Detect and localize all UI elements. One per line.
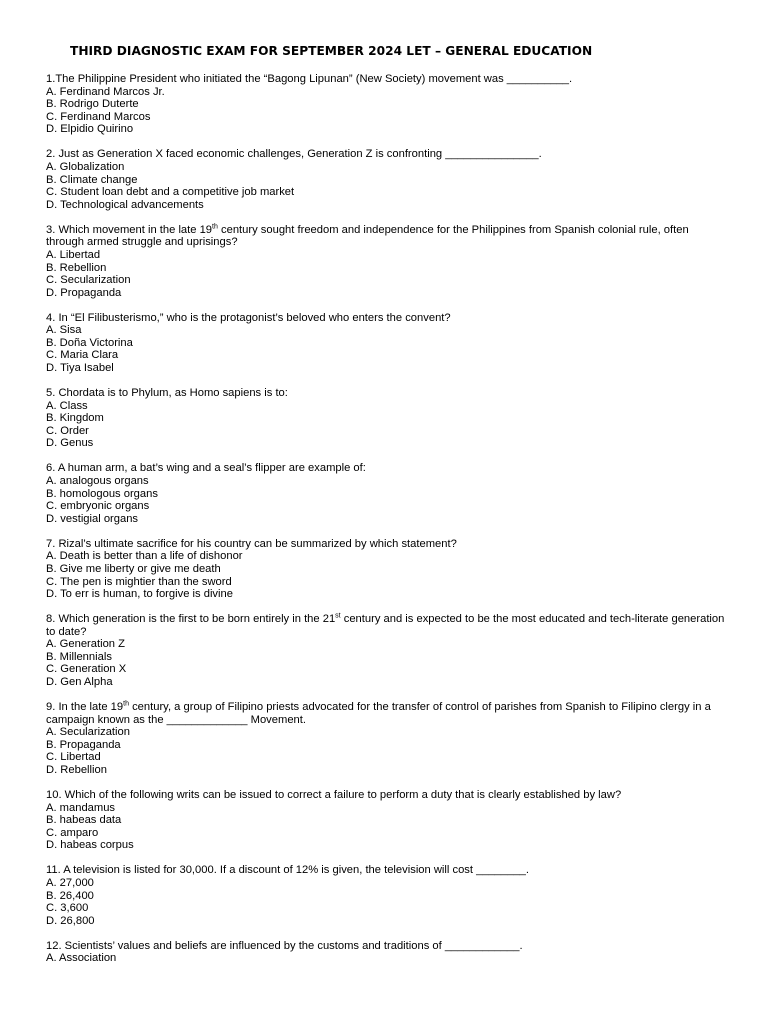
question-text	[46, 224, 726, 249]
question-text-segment: 2. Just as Generation X faced economic challenges, Generation Z is confronting _______________.	[46, 148, 542, 161]
answer-option: D. Technological advancements	[46, 198, 204, 211]
answer-option: C. Libertad	[46, 751, 101, 764]
answer-option: D. To err is human, to forgive is divine	[46, 588, 233, 601]
answer-option: A. Secularization	[46, 726, 130, 739]
answer-option: A. Death is better than a life of dishonor	[46, 550, 243, 563]
answer-option: A. Globalization	[46, 160, 125, 173]
answer-option: C. Secularization	[46, 274, 131, 287]
answer-option: A. Libertad	[46, 248, 101, 261]
answer-option: B. Kingdom	[46, 412, 104, 425]
answer-option: C. Ferdinand Marcos	[46, 110, 151, 123]
question-text-segment: 7. Rizal’s ultimate sacrifice for his country can be summarized by which statement?	[46, 537, 457, 550]
question-text-segment: 10. Which of the following writs can be issued to correct a failure to perform a duty that is clearly established by law?	[46, 789, 622, 802]
answer-option: A. Class	[46, 399, 88, 412]
answer-option: D. Rebellion	[46, 764, 107, 777]
question-text-segment: 3. Which movement in the late 19	[46, 223, 213, 236]
question-text-segment: 4. In “El Filibusterismo,” who is the protagonist’s beloved who enters the convent?	[46, 311, 451, 324]
question-9	[46, 701, 726, 777]
answer-option: D. Propaganda	[46, 286, 122, 299]
answer-option: C. Maria Clara	[46, 349, 119, 362]
question-10	[46, 789, 726, 852]
answer-option: A. Sisa	[46, 324, 82, 337]
answer-option: D. habeas corpus	[46, 839, 134, 852]
question-4	[46, 312, 726, 375]
question-text	[46, 940, 726, 953]
question-text-segment: century sought freedom and independence for the Philippines from Spanish colonial rule, often through armed struggle and uprisings?	[46, 223, 689, 249]
question-text-segment: 12. Scientists’ values and beliefs are influenced by the customs and traditions of ____________.	[46, 939, 523, 952]
answer-option: B. Propaganda	[46, 738, 121, 751]
question-text-segment: 8. Which generation is the first to be born entirely in the 21	[46, 613, 336, 626]
exam-title: THIRD DIAGNOSTIC EXAM FOR SEPTEMBER 2024 LET – GENERAL EDUCATION	[70, 44, 593, 58]
question-text	[46, 312, 726, 325]
answer-option: D. vestigial organs	[46, 512, 139, 525]
answer-option: C. 3,600	[46, 902, 89, 915]
answer-option: B. Millennials	[46, 650, 112, 663]
ordinal-suffix: st	[335, 612, 341, 620]
question-1	[46, 73, 726, 136]
answer-option: A. Generation Z	[46, 638, 125, 651]
answer-option: A. Ferdinand Marcos Jr.	[46, 85, 165, 98]
answer-option: B. 26,400	[46, 889, 94, 902]
answer-option: B. habeas data	[46, 814, 122, 827]
answer-option: D. 26,800	[46, 914, 95, 927]
question-text	[46, 387, 726, 400]
answer-option: D. Tiya Isabel	[46, 362, 114, 375]
question-text-segment: century and is expected to be the most educated and tech-literate generation to date?	[46, 613, 725, 638]
answer-option: B. Climate change	[46, 173, 138, 186]
question-text-segment: 1.The Philippine President who initiated the “Bagong Lipunan” (New Society) movement was __________.	[46, 73, 573, 85]
question-3	[46, 224, 726, 300]
question-text	[46, 148, 726, 161]
question-text	[46, 538, 726, 551]
answer-option: A. Association	[46, 952, 117, 965]
answer-option: C. embryonic organs	[46, 500, 150, 513]
question-text-segment: 5. Chordata is to Phylum, as Homo sapiens is to:	[46, 387, 288, 400]
answer-option: D. Elpidio Quirino	[46, 123, 134, 136]
answer-option: B. Doña Victorina	[46, 336, 133, 349]
question-text-segment: 11. A television is listed for 30,000. If a discount of 12% is given, the television will cost ________.	[46, 864, 530, 877]
question-12	[46, 940, 726, 965]
answer-option: B. Rebellion	[46, 261, 107, 274]
question-6	[46, 462, 726, 525]
question-text	[46, 864, 726, 877]
question-text	[46, 613, 726, 638]
answer-option: D. Gen Alpha	[46, 676, 113, 689]
question-8	[46, 613, 726, 689]
question-11	[46, 864, 726, 927]
answer-option: A. analogous organs	[46, 474, 149, 487]
question-text	[46, 73, 726, 86]
ordinal-suffix: th	[212, 222, 218, 230]
answer-option: C. amparo	[46, 826, 99, 839]
answer-option: B. Rodrigo Duterte	[46, 98, 139, 111]
answer-option: C. Student loan debt and a competitive job market	[46, 186, 295, 199]
answer-option: C. The pen is mightier than the sword	[46, 575, 232, 588]
question-text-segment: 6. A human arm, a bat’s wing and a seal’s flipper are example of:	[46, 462, 366, 475]
question-text-segment: 9. In the late 19	[46, 701, 124, 714]
question-text	[46, 462, 726, 475]
question-list	[46, 73, 726, 965]
question-2	[46, 148, 726, 211]
answer-option: A. mandamus	[46, 801, 116, 814]
question-7	[46, 538, 726, 601]
exam-page	[46, 42, 726, 977]
question-5	[46, 387, 726, 450]
answer-option: D. Genus	[46, 437, 94, 450]
answer-option: A. 27,000	[46, 876, 94, 889]
question-text	[46, 701, 726, 726]
answer-option: B. Give me liberty or give me death	[46, 562, 221, 575]
question-text	[46, 789, 726, 802]
question-text-segment: century, a group of Filipino priests advocated for the transfer of control of parishes from Spanish to Filipino clergy in a campaign known as the _____________ Movement.	[46, 701, 711, 726]
answer-option: C. Order	[46, 424, 89, 437]
ordinal-suffix: th	[123, 700, 129, 708]
answer-option: B. homologous organs	[46, 487, 158, 500]
answer-option: C. Generation X	[46, 663, 127, 676]
